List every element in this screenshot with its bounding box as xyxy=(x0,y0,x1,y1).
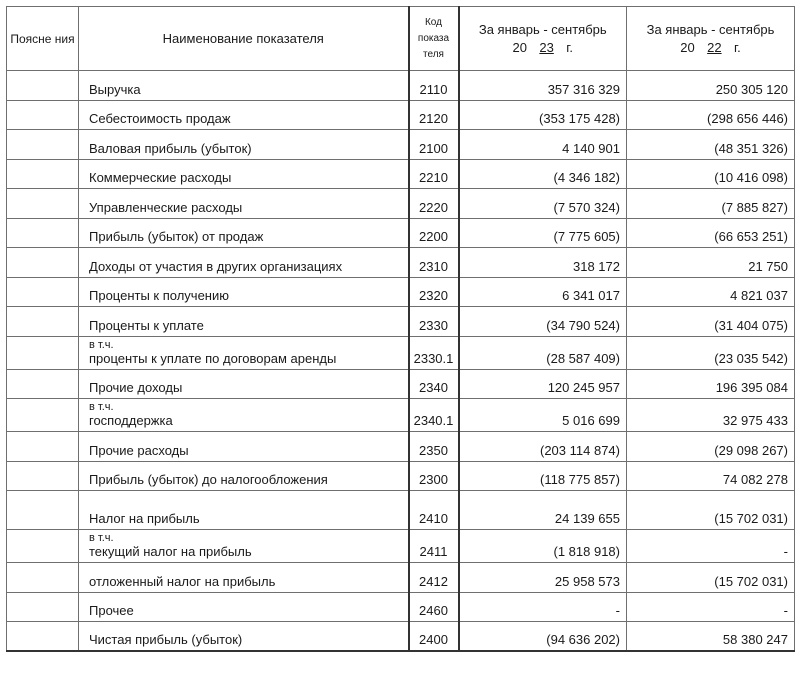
row-current-value: (7 775 605) xyxy=(459,218,627,248)
row-notes-cell xyxy=(7,189,79,219)
row-name-text: Валовая прибыль (убыток) xyxy=(89,140,252,156)
row-name-text: Прочее xyxy=(89,603,134,618)
row-previous-value: 4 821 037 xyxy=(627,277,795,307)
table-row xyxy=(7,130,795,160)
table-row xyxy=(7,432,795,462)
statement-rows xyxy=(7,71,795,652)
table-row xyxy=(7,563,795,593)
table-row xyxy=(7,530,795,563)
row-previous-value: 32 975 433 xyxy=(627,399,795,432)
row-indicator-name xyxy=(79,248,409,278)
row-name-text: господдержка xyxy=(89,413,173,428)
header-name-text: Наименование показателя xyxy=(162,31,324,46)
row-name-text: Прочие доходы xyxy=(89,380,183,395)
row-current-value: (203 114 874) xyxy=(459,432,627,462)
row-previous-value: (15 702 031) xyxy=(627,563,795,593)
row-code: 2120 xyxy=(409,100,459,130)
row-code: 2300 xyxy=(409,461,459,491)
table-row xyxy=(7,461,795,491)
row-notes-cell xyxy=(7,336,79,369)
row-previous-value: - xyxy=(627,530,795,563)
table-row xyxy=(7,248,795,278)
row-previous-value: - xyxy=(627,592,795,622)
previous-year-blank: 22 xyxy=(707,39,722,55)
row-current-value: 120 245 957 xyxy=(459,369,627,399)
row-name-text: Себестоимость продаж xyxy=(89,111,231,126)
row-name-text: проценты к уплате по договорам аренды xyxy=(89,350,337,366)
row-indicator-name xyxy=(79,491,409,530)
row-indicator-name xyxy=(79,307,409,337)
income-statement-table xyxy=(6,6,795,652)
table-row xyxy=(7,71,795,101)
row-indicator-name xyxy=(79,71,409,101)
previous-period-year xyxy=(627,39,794,57)
row-indicator-name xyxy=(79,530,409,563)
row-code: 2411 xyxy=(409,530,459,563)
table-row xyxy=(7,622,795,652)
table-row xyxy=(7,159,795,189)
row-notes-cell xyxy=(7,530,79,563)
row-current-value: (1 818 918) xyxy=(459,530,627,563)
header-code-line1: Код xyxy=(424,16,442,28)
income-statement-sheet xyxy=(6,6,794,652)
header-previous-period xyxy=(627,7,795,71)
row-previous-value: (31 404 075) xyxy=(627,307,795,337)
table-row xyxy=(7,336,795,369)
row-code: 2210 xyxy=(409,159,459,189)
row-indicator-name xyxy=(79,592,409,622)
row-name-text: отложенный налог на прибыль xyxy=(89,573,276,589)
row-notes-cell xyxy=(7,432,79,462)
header-code xyxy=(409,7,459,71)
row-previous-value: 58 380 247 xyxy=(627,622,795,652)
row-indicator-name xyxy=(79,189,409,219)
row-sub-label: в т.ч. xyxy=(89,401,114,413)
row-name-text: Прибыль (убыток) до налогообложения xyxy=(89,472,328,487)
row-name-text: Коммерческие расходы xyxy=(89,170,232,185)
row-indicator-name xyxy=(79,336,409,369)
row-notes-cell xyxy=(7,369,79,399)
row-current-value: 24 139 655 xyxy=(459,491,627,530)
row-name-text: Налог на прибыль xyxy=(89,511,200,526)
row-indicator-name xyxy=(79,130,409,160)
row-indicator-name xyxy=(79,100,409,130)
row-code: 2330 xyxy=(409,307,459,337)
header-row xyxy=(7,7,795,71)
row-previous-value: (66 653 251) xyxy=(627,218,795,248)
row-previous-value: (29 098 267) xyxy=(627,432,795,462)
row-notes-cell xyxy=(7,277,79,307)
row-current-value: 6 341 017 xyxy=(459,277,627,307)
row-indicator-name xyxy=(79,432,409,462)
row-sub-label: в т.ч. xyxy=(89,338,114,351)
row-code: 2320 xyxy=(409,277,459,307)
table-row xyxy=(7,307,795,337)
current-year-prefix: 20 xyxy=(512,39,527,55)
row-previous-value: (15 702 031) xyxy=(627,491,795,530)
row-current-value: 357 316 329 xyxy=(459,71,627,101)
header-current-period xyxy=(459,7,627,71)
row-previous-value: 196 395 084 xyxy=(627,369,795,399)
row-code: 2110 xyxy=(409,71,459,101)
row-notes-cell xyxy=(7,159,79,189)
row-current-value: 318 172 xyxy=(459,248,627,278)
row-previous-value: (10 416 098) xyxy=(627,159,795,189)
row-notes-cell xyxy=(7,622,79,652)
row-current-value: 4 140 901 xyxy=(459,130,627,160)
row-name-text: Прочие расходы xyxy=(89,442,189,458)
table-row xyxy=(7,189,795,219)
row-code: 2410 xyxy=(409,491,459,530)
row-indicator-name xyxy=(79,563,409,593)
row-previous-value: 74 082 278 xyxy=(627,461,795,491)
table-row xyxy=(7,369,795,399)
table-row xyxy=(7,218,795,248)
header-notes xyxy=(7,7,79,71)
row-code: 2340 xyxy=(409,369,459,399)
row-code: 2310 xyxy=(409,248,459,278)
header-code-line2: показа xyxy=(417,32,450,44)
row-indicator-name xyxy=(79,369,409,399)
row-notes-cell xyxy=(7,563,79,593)
row-previous-value: (298 656 446) xyxy=(627,100,795,130)
row-indicator-name xyxy=(79,399,409,432)
row-indicator-name xyxy=(79,461,409,491)
row-current-value: - xyxy=(459,592,627,622)
current-period-label: За январь - сентябрь xyxy=(478,21,607,37)
row-notes-cell xyxy=(7,248,79,278)
row-indicator-name xyxy=(79,218,409,248)
row-name-text: Чистая прибыль (убыток) xyxy=(89,632,243,647)
current-year-blank: 23 xyxy=(539,39,554,55)
row-notes-cell xyxy=(7,71,79,101)
row-previous-value: (7 885 827) xyxy=(627,189,795,219)
row-name-text: текущий налог на прибыль xyxy=(89,544,252,559)
row-notes-cell xyxy=(7,130,79,160)
row-current-value: (118 775 857) xyxy=(459,461,627,491)
row-code: 2220 xyxy=(409,189,459,219)
current-period-year xyxy=(460,39,627,57)
row-current-value: (34 790 524) xyxy=(459,307,627,337)
row-code: 2412 xyxy=(409,563,459,593)
row-notes-cell xyxy=(7,491,79,530)
row-code: 2460 xyxy=(409,592,459,622)
row-indicator-name xyxy=(79,159,409,189)
row-code: 2350 xyxy=(409,432,459,462)
table-row xyxy=(7,100,795,130)
row-current-value: (4 346 182) xyxy=(459,159,627,189)
row-current-value: (28 587 409) xyxy=(459,336,627,369)
row-current-value: (94 636 202) xyxy=(459,622,627,652)
row-indicator-name xyxy=(79,277,409,307)
row-code: 2100 xyxy=(409,130,459,160)
header-code-line3: теля xyxy=(423,48,444,60)
row-current-value: (7 570 324) xyxy=(459,189,627,219)
row-notes-cell xyxy=(7,218,79,248)
header-indicator-name xyxy=(79,7,409,71)
row-current-value: 25 958 573 xyxy=(459,563,627,593)
row-notes-cell xyxy=(7,100,79,130)
row-notes-cell xyxy=(7,399,79,432)
current-year-suffix: г. xyxy=(566,39,573,55)
table-row xyxy=(7,592,795,622)
row-sub-label: в т.ч. xyxy=(89,532,114,544)
row-name-text: Выручка xyxy=(89,81,141,97)
row-previous-value: (48 351 326) xyxy=(627,130,795,160)
previous-period-label: За январь - сентябрь xyxy=(646,21,775,37)
row-notes-cell xyxy=(7,307,79,337)
previous-year-suffix: г. xyxy=(733,39,741,55)
header-notes-text: Поясне ния xyxy=(10,31,75,46)
row-notes-cell xyxy=(7,461,79,491)
row-indicator-name xyxy=(79,622,409,652)
row-name-text: Проценты к уплате xyxy=(89,317,204,333)
row-previous-value: (23 035 542) xyxy=(627,336,795,369)
row-notes-cell xyxy=(7,592,79,622)
previous-year-prefix: 20 xyxy=(680,39,695,55)
row-current-value: 5 016 699 xyxy=(459,399,627,432)
row-code: 2400 xyxy=(409,622,459,652)
table-row xyxy=(7,277,795,307)
row-name-text: Прибыль (убыток) от продаж xyxy=(89,229,264,244)
row-name-text: Управленческие расходы xyxy=(89,199,243,215)
table-row xyxy=(7,491,795,530)
row-current-value: (353 175 428) xyxy=(459,100,627,130)
row-previous-value: 250 305 120 xyxy=(627,71,795,101)
row-name-text: Доходы от участия в других организациях xyxy=(89,258,343,274)
row-code: 2330.1 xyxy=(409,336,459,369)
table-row xyxy=(7,399,795,432)
row-name-text: Проценты к получению xyxy=(89,288,229,303)
row-previous-value: 21 750 xyxy=(627,248,795,278)
row-code: 2340.1 xyxy=(409,399,459,432)
row-code: 2200 xyxy=(409,218,459,248)
